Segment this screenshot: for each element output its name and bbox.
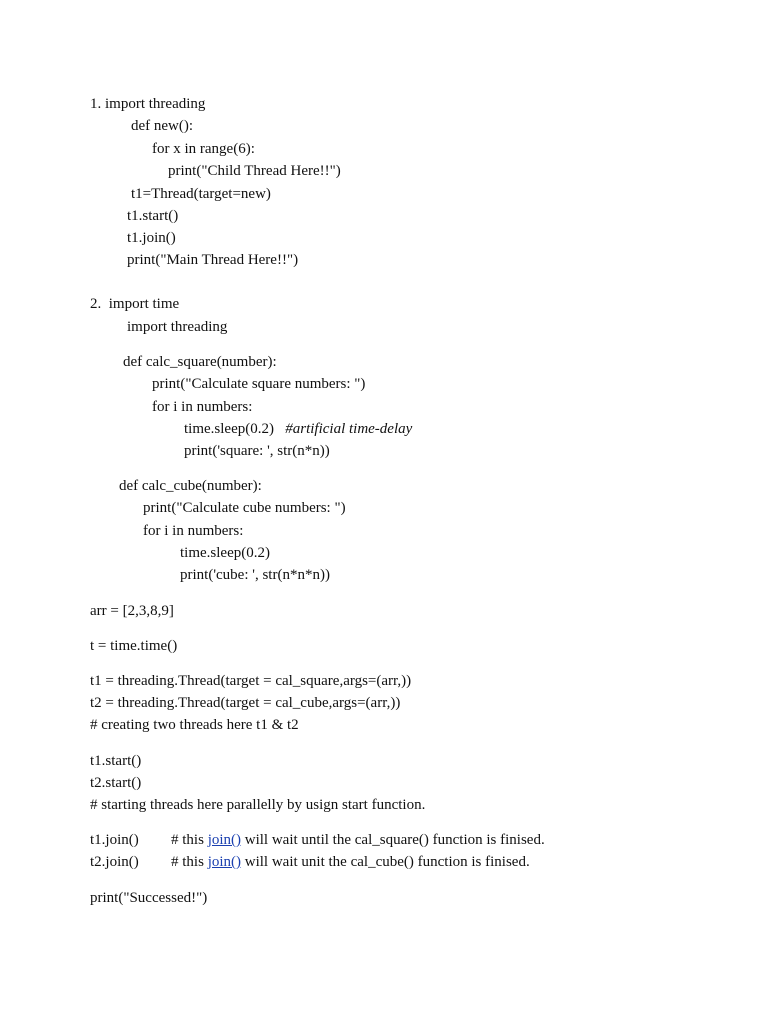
section-2-import-time: import time (108, 296, 180, 312)
calc-square-sleep-line (184, 420, 412, 438)
t1-join-code: t1.join() (90, 832, 139, 848)
threads-comment: # creating two threads here t1 & t2 (90, 717, 299, 733)
calc-cube-for: for i in numbers: (143, 523, 244, 539)
section-1-thread-create: t1=Thread(target=new) (131, 186, 271, 202)
t2-start: t2.start() (90, 775, 142, 791)
t2-join-comment-suffix: will wait unit the cal_cube() function is finised. (241, 854, 530, 870)
t2-join-link[interactable]: join() (207, 854, 242, 870)
print-success: print("Successed!") (90, 890, 208, 906)
t2-join-code: t2.join() (90, 854, 139, 870)
calc-square-sleep: time.sleep(0.2) (184, 421, 274, 437)
calc-cube-print: print("Calculate cube numbers: ") (143, 500, 346, 516)
time-assignment: t = time.time() (90, 638, 178, 654)
calc-cube-result: print('cube: ', str(n*n*n)) (180, 567, 330, 583)
t1-join-comment-suffix: will wait until the cal_square() function is finised. (241, 832, 545, 848)
start-comment: # starting threads here parallelly by usign start function. (90, 797, 426, 813)
calc-square-result: print('square: ', str(n*n)) (184, 443, 330, 459)
t1-join-comment-prefix: # this (171, 832, 208, 848)
section-2-number: 2. (90, 296, 102, 312)
section-1-def-new: def new(): (131, 118, 194, 134)
t2-join-comment (171, 853, 530, 871)
section-1-print-child: print("Child Thread Here!!") (168, 163, 341, 179)
calc-cube-sleep: time.sleep(0.2) (180, 545, 270, 561)
section-2-import-threading: import threading (127, 319, 228, 335)
t2-join-comment-prefix: # this (171, 854, 208, 870)
calc-cube-def: def calc_cube(number): (119, 478, 262, 494)
section-1-number: 1. (90, 96, 102, 112)
section-1-join: t1.join() (127, 230, 176, 246)
t1-join-link[interactable]: join() (207, 832, 242, 848)
calc-square-sleep-comment: #artificial time-delay (285, 421, 413, 437)
section-1-import: import threading (105, 96, 206, 112)
t1-join-comment (171, 831, 545, 849)
thread-t1-create: t1 = threading.Thread(target = cal_square,args=(arr,)) (90, 673, 412, 689)
calc-square-print: print("Calculate square numbers: ") (152, 376, 366, 392)
t1-start: t1.start() (90, 753, 142, 769)
section-1-line-1 (90, 95, 205, 113)
section-1-start: t1.start() (127, 208, 179, 224)
section-1-print-main: print("Main Thread Here!!") (127, 252, 299, 268)
calc-square-for: for i in numbers: (152, 399, 253, 415)
section-1-for-loop: for x in range(6): (152, 141, 255, 157)
calc-square-def: def calc_square(number): (123, 354, 277, 370)
section-2-line-1 (90, 295, 179, 313)
thread-t2-create: t2 = threading.Thread(target = cal_cube,args=(arr,)) (90, 695, 401, 711)
arr-assignment: arr = [2,3,8,9] (90, 603, 174, 619)
